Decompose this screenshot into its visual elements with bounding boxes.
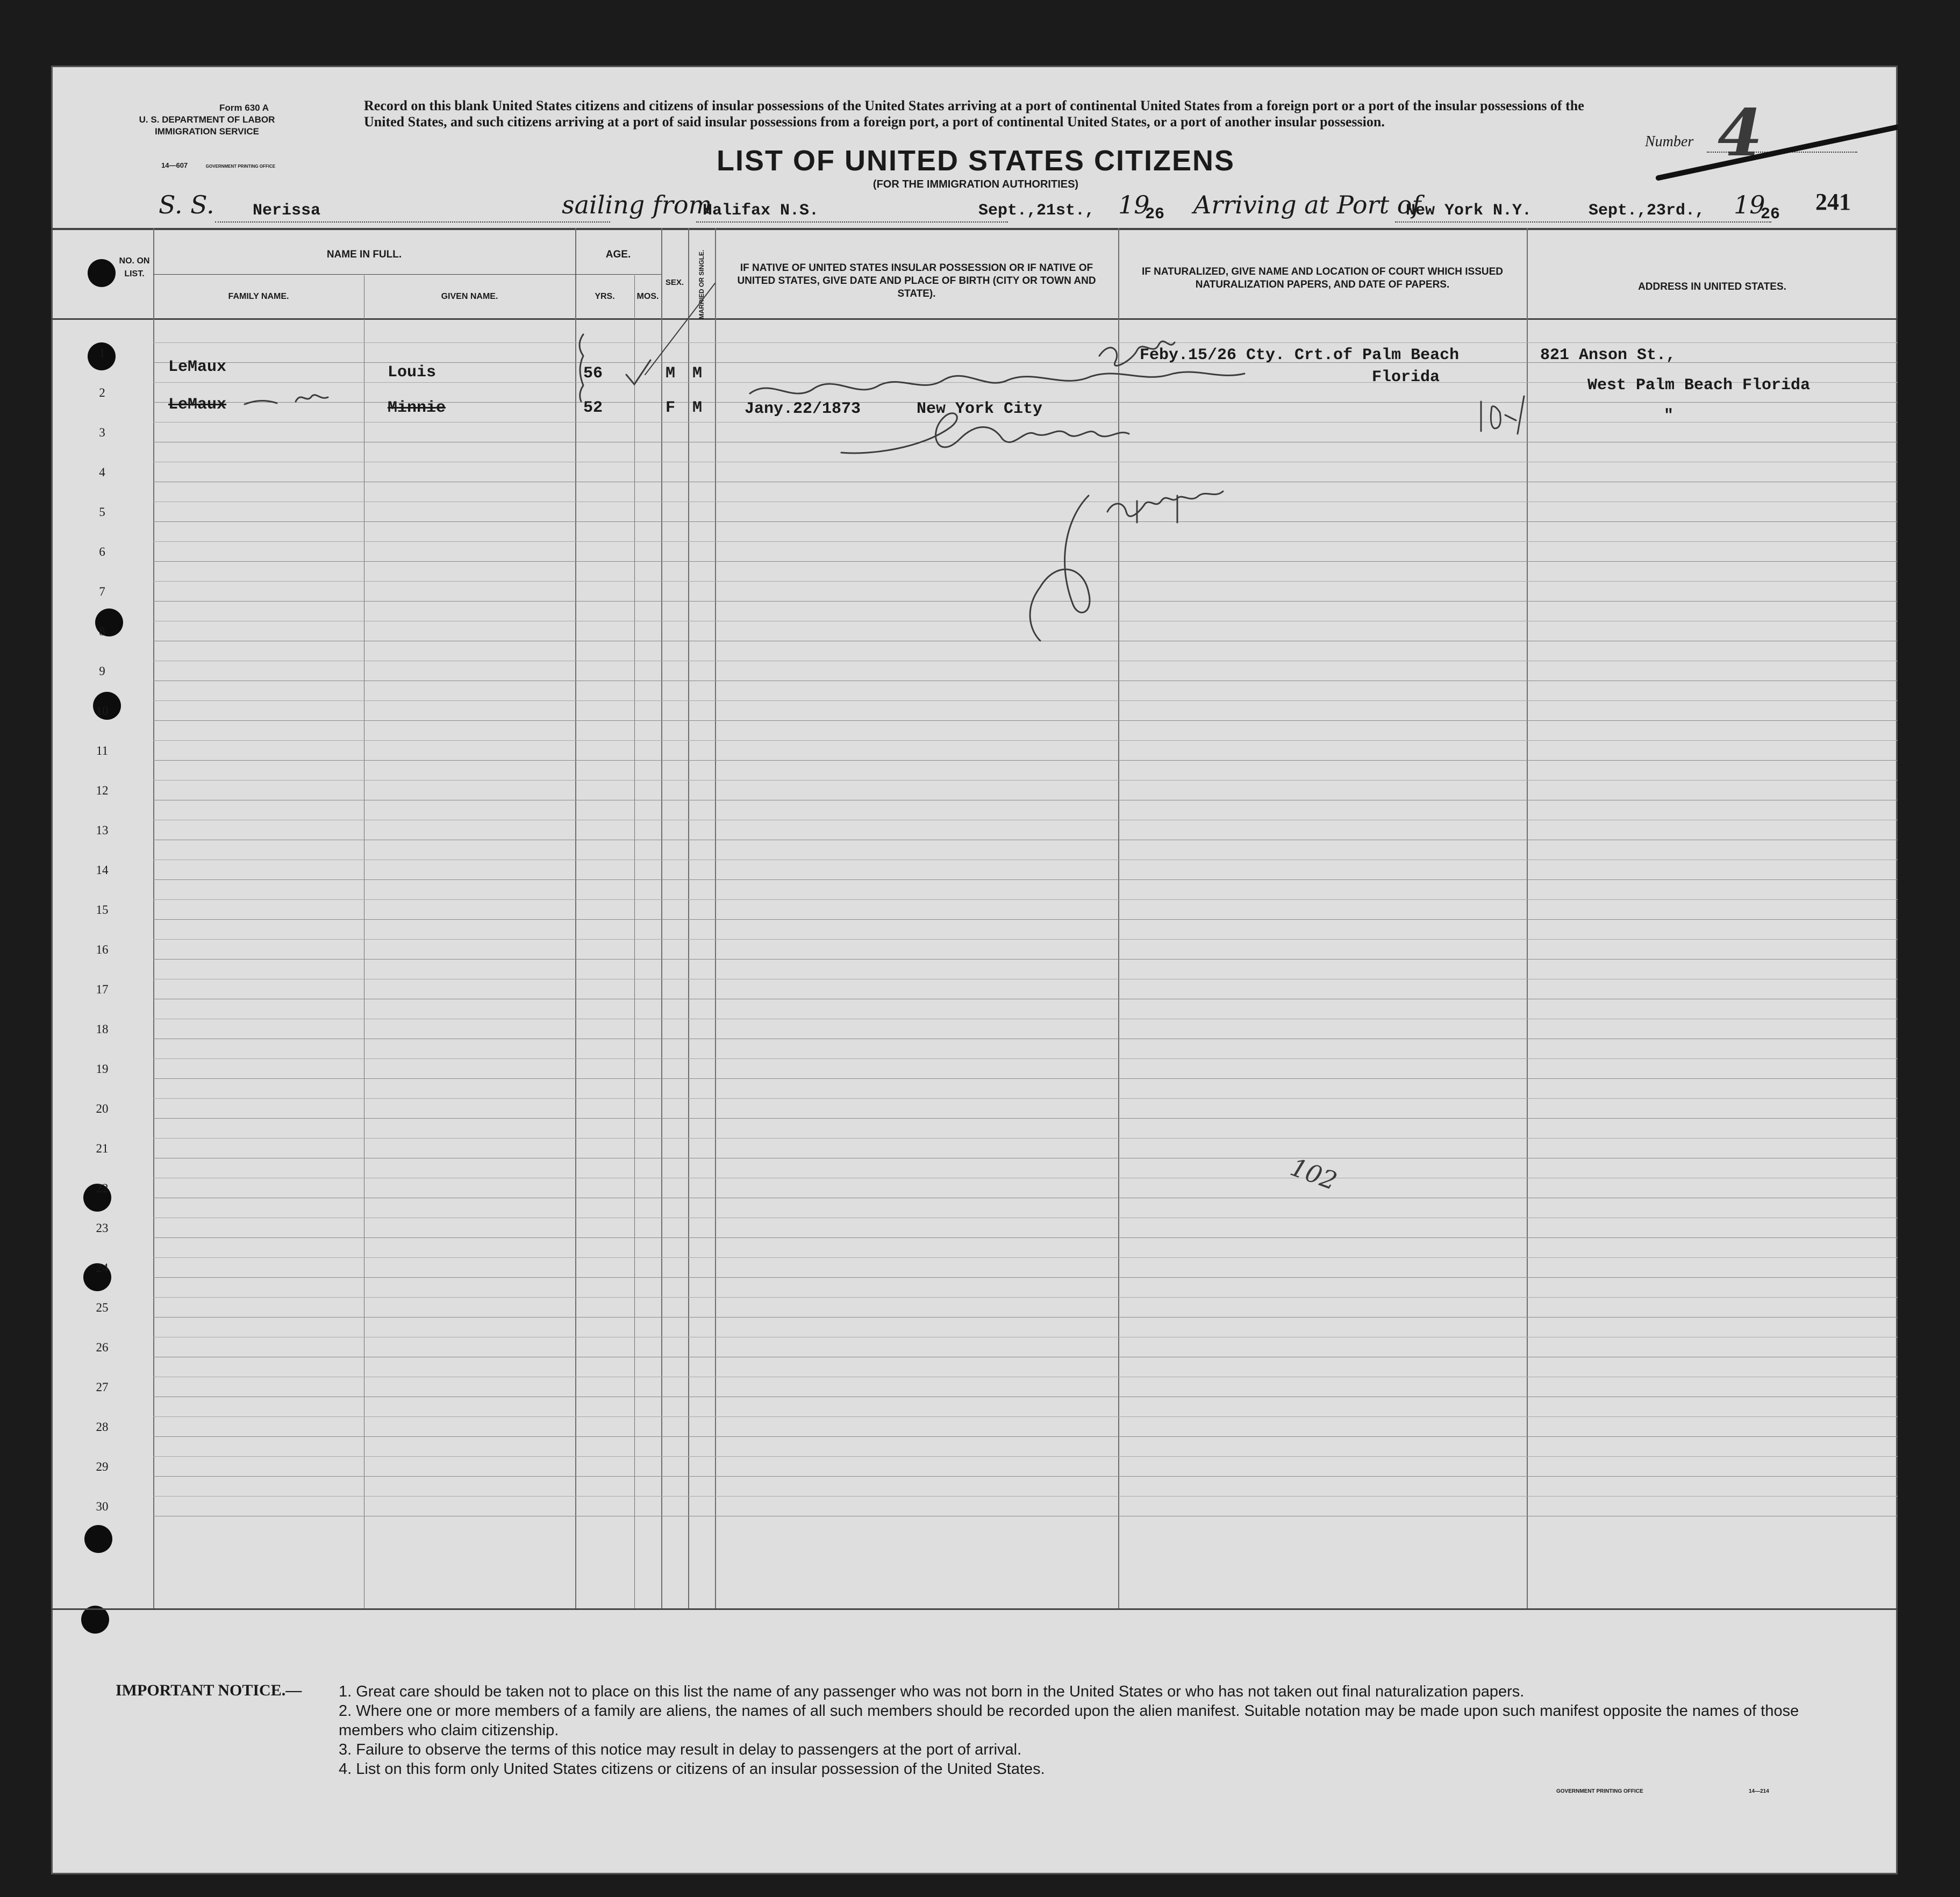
header-yrs: YRS. (595, 292, 615, 301)
manifest-page (51, 66, 1898, 1874)
row-1-address-2: West Palm Beach Florida (1587, 376, 1811, 395)
header-sex: SEX. (665, 278, 684, 287)
from-port: Halifax N.S. (703, 202, 819, 220)
row-number: 3 (99, 426, 105, 439)
row-1-family: LeMaux (168, 358, 227, 376)
page-title: LIST OF UNITED STATES CITIZENS (717, 145, 1235, 177)
ruled-line (153, 879, 1898, 880)
row-1-address-1: 821 Anson St., (1540, 346, 1676, 364)
ruled-line (153, 1118, 1898, 1119)
arrive-date: Sept.,23rd., (1589, 202, 1705, 220)
department-name: U. S. DEPARTMENT OF LABOR (139, 114, 275, 125)
row-number: 11 (96, 744, 109, 757)
notice-item-1: 1. Great care should be taken not to place on this list the name of any passenger who was not born in the United States or who has not taken out final naturalization papers. (339, 1683, 1525, 1700)
ruled-line (153, 1098, 1898, 1099)
row-2-birth-place: New York City (917, 400, 1043, 418)
notice-item-4: 4. List on this form only United States citizens or citizens of an insular possession of the United States. (339, 1760, 1045, 1778)
ruled-line (153, 1058, 1898, 1059)
row-number: 17 (96, 983, 109, 996)
ruled-line (153, 780, 1898, 781)
row-number: 15 (96, 903, 109, 917)
sail-year-suffix: 26 (1145, 205, 1165, 224)
number-label: Number (1645, 133, 1694, 150)
row-number: 12 (96, 784, 109, 797)
ruled-line (153, 1456, 1898, 1457)
notice-item-2: 2. Where one or more members of a family are aliens, the names of all such members should be recorded upon the alien manifest. Suitable notation may be made upon such manifest opposite the names of those members who claim citizenship. (339, 1702, 1799, 1739)
number-value: 4 (1718, 95, 1763, 171)
row-number: 26 (96, 1341, 109, 1354)
footer-printer: GOVERNMENT PRINTING OFFICE (1556, 1788, 1643, 1794)
row-number: 23 (96, 1221, 109, 1235)
row-1-naturalized-1: Feby.15/26 Cty. Crt.of Palm Beach (1140, 346, 1460, 364)
row-number: 5 (99, 505, 105, 519)
form-code: 14—607 (161, 161, 188, 169)
row-number: 19 (96, 1062, 109, 1076)
row-number: 4 (99, 466, 105, 479)
ship-name: Nerissa (253, 202, 321, 220)
arrive-year-prefix: 19 (1734, 190, 1765, 219)
row-number: 1 (99, 346, 105, 360)
row-2-family: LeMaux (168, 396, 227, 414)
row-number: 22 (96, 1182, 109, 1195)
header-naturalized: IF NATURALIZED, GIVE NAME AND LOCATION OF COURT WHICH ISSUED NATURALIZATION PAPERS, AND DATE OF PAPERS. (1141, 266, 1503, 290)
row-number: 8 (99, 625, 105, 638)
footer-code: 14—214 (1749, 1788, 1769, 1794)
page-subtitle: (FOR THE IMMIGRATION AUTHORITIES) (872, 178, 1079, 190)
header-mos: MOS. (636, 292, 659, 301)
form-number: Form 630 A (219, 103, 269, 113)
row-number: 6 (99, 545, 105, 559)
notice-item-3: 3. Failure to observe the terms of this notice may result in delay to passengers at the port of arrival. (339, 1741, 1022, 1758)
row-number: 29 (96, 1460, 109, 1473)
row-number: 21 (96, 1142, 109, 1155)
row-number: 28 (96, 1420, 109, 1434)
row-number: 13 (96, 824, 109, 837)
stamp-102: 102 (1286, 1152, 1341, 1196)
row-number: 25 (96, 1301, 109, 1314)
header-no-on-list: NO. ON LIST. (119, 256, 150, 278)
row-2-sex: F (666, 399, 676, 417)
arrive-year-suffix: 26 (1761, 205, 1780, 224)
row-number: 2 (99, 386, 105, 399)
ruled-line (153, 899, 1898, 900)
row-number: 27 (96, 1380, 109, 1394)
header-insular: IF NATIVE OF UNITED STATES INSULAR POSSESSION OR IF NATIVE OF UNITED STATES, GIVE DATE AND PLACE OF BIRTH (CITY OR TOWN AND STATE). (737, 262, 1096, 299)
ruled-line (153, 939, 1898, 940)
row-2-address-1: " (1664, 407, 1674, 425)
ruled-line (153, 720, 1898, 721)
ruled-line (153, 1138, 1898, 1139)
row-1-sex: M (666, 364, 676, 383)
ruled-line (153, 1297, 1898, 1298)
table-bottom-rule (51, 1608, 1898, 1610)
ruled-line (153, 1476, 1898, 1477)
row-number: 20 (96, 1102, 109, 1115)
row-number: 9 (99, 664, 105, 678)
to-port: New York N.Y. (1406, 202, 1532, 220)
ruled-line (153, 1317, 1898, 1318)
row-number: 24 (96, 1261, 109, 1275)
ruled-line (153, 700, 1898, 701)
ruled-line (153, 1277, 1898, 1278)
ruled-line (153, 1257, 1898, 1258)
header-family-name: FAMILY NAME. (228, 292, 289, 301)
header-name-in-full: NAME IN FULL. (326, 249, 402, 260)
row-number: 18 (96, 1022, 109, 1036)
row-number: 16 (96, 943, 109, 956)
ruled-line (153, 760, 1898, 761)
notice-heading: IMPORTANT NOTICE.— (116, 1681, 302, 1699)
row-number: 7 (99, 585, 105, 598)
row-2-married: M (692, 399, 703, 417)
ss-label: S. S. (159, 190, 214, 219)
ruled-line (153, 959, 1898, 960)
row-1-yrs: 56 (583, 364, 603, 383)
row-2-birth-date: Jany.22/1873 (745, 400, 861, 418)
header-address: ADDRESS IN UNITED STATES. (1638, 281, 1786, 292)
punch-hole (84, 1525, 112, 1553)
ruled-line (153, 1078, 1898, 1079)
row-1-naturalized-2: Florida (1372, 368, 1440, 386)
row-number: 10 (96, 704, 109, 718)
handwritten-annotations (51, 66, 1898, 657)
arriving-label: Arriving at Port of (1193, 190, 1421, 219)
row-number: 14 (96, 863, 109, 877)
row-number: 30 (96, 1500, 109, 1513)
service-name: IMMIGRATION SERVICE (155, 126, 259, 137)
small-printer-text: GOVERNMENT PRINTING OFFICE (205, 164, 276, 169)
ruled-line (153, 919, 1898, 920)
row-2-yrs: 52 (583, 399, 603, 417)
row-1-given: Louis (388, 363, 437, 382)
header-married: MARRIED OR SINGLE. (698, 249, 705, 319)
ruled-line (153, 1436, 1898, 1437)
row-1-married: M (692, 364, 703, 383)
header-age: AGE. (605, 249, 631, 260)
instructions: Record on this blank United States citizens and citizens of insular possessions of the United States arriving at a port of continental United States from a foreign port or a port of the insular possessions of the United States, and such citizens arriving at a port of said insular possessions from a foreign port, a port of continental United States, or a port of another insular possession. (364, 98, 1584, 130)
ruled-line (153, 1416, 1898, 1417)
header-given-name: GIVEN NAME. (441, 292, 498, 301)
page-number: 241 (1815, 189, 1851, 215)
sail-year-prefix: 19 (1118, 190, 1150, 219)
ruled-line (153, 1496, 1898, 1497)
ruled-line (153, 1237, 1898, 1238)
sail-date: Sept.,21st., (978, 202, 1095, 220)
ruled-line (153, 740, 1898, 741)
row-2-given: Minnie (388, 399, 446, 417)
sailing-label: sailing from (562, 190, 712, 219)
